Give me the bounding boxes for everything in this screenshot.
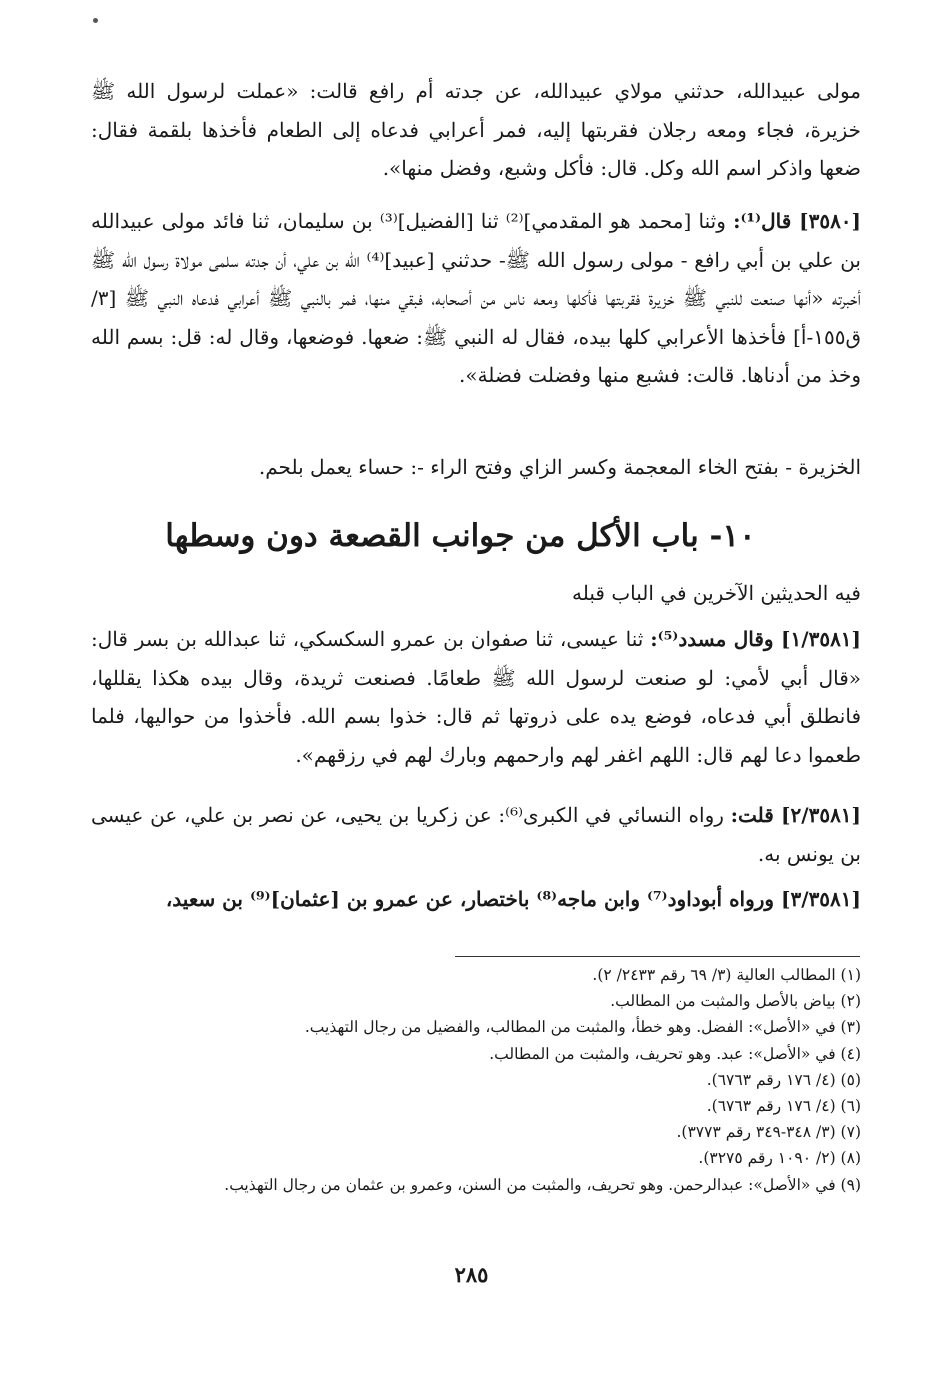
hadith-number: [٢/٣٥٨١] قلت: (730, 803, 862, 827)
chapter-title: ١٠- باب الأكل من جوانب القصعة دون وسطها (165, 518, 756, 554)
gloss-text: الخزيرة - بفتح الخاء المعجمة وكسر الزاي وفتح الراء -: حساء يعمل بلحم. (258, 455, 861, 479)
gloss-note (91, 448, 861, 487)
paragraph-continuation (91, 72, 861, 188)
hadith-text: [٣/٣٥٨١] ورواه أبوداود⁽⁷⁾ وابن ماجه⁽⁸⁾ باختصار، عن عمرو بن [عثمان]⁽⁹⁾ بن سعيد، (165, 887, 861, 911)
footnote-8: (٨) (٢/ ١٠٩٠ رقم ٣٢٧٥). (698, 1149, 861, 1168)
hadith-text: وثنا [محمد هو المقدمي]⁽²⁾ ثنا [الفضيل]⁽³⁾ بن سليمان، ثنا فائد مولى عبيدالله بن علي بن أبي رافع - مولى رسول الله ﷺ- حدثني [عبيد]⁽⁴⁾ الله بن علي، أن جدته سلمى مولاة رسول الله ﷺ أخبرته «أنها صنعت للنبي ﷺ خزيرة فقربتها فأكلها ومعه ناس من أصحابه، فبقي منها، فمر بالنبي ﷺ أعرابي فدعاه النبي ﷺ [٣/ق١٥٥-أ] فأخذها الأعرابي كلها بيده، فقال له النبي ﷺ: ضعها. فوضعها، وقال له: قل: بسم الله وخذ من أدناها. قالت: فشبع منها وفضلت فضلة». (91, 209, 861, 387)
footnote-5: (٥) (٤/ ١٧٦ رقم ٦٧٦٣). (706, 1070, 861, 1089)
hadith-3581-2 (91, 796, 861, 873)
hadith-3581-1 (91, 620, 861, 774)
footnote-9: (٩) في «الأصل»: عبدالرحمن. وهو تحريف، والمثبت من السنن، وعمرو بن عثمان من رجال التهذيب. (224, 1175, 861, 1194)
footnote-3: (٣) في «الأصل»: الفضل. وهو خطأ، والمثبت من المطالب، والفضيل من رجال التهذيب. (304, 1018, 861, 1037)
footnote-2: (٢) بياض بالأصل والمثبت من المطالب. (610, 992, 861, 1011)
page-number: ٢٨٥ (454, 1262, 489, 1287)
hadith-text: رواه النسائي في الكبرى⁽⁶⁾: عن زكريا بن يحيى، عن نصر بن علي، عن عيسى بن يونس به. (91, 803, 861, 866)
hadith-number: [١/٣٥٨١] وقال مسدد⁽⁵⁾: (650, 627, 862, 651)
corner-mark (93, 18, 98, 23)
footnote-1: (١) المطالب العالية (٣/ ٦٩ رقم ٢٤٣٣/ ٢). (592, 966, 861, 984)
footnotes (91, 962, 861, 1198)
hadith-3581-3 (91, 880, 861, 919)
hadith-text: ثنا عيسى، ثنا صفوان بن عمرو السكسكي، ثنا عبدالله بن بسر قال: «قال أبي لأمي: لو صنعت لرسول الله ﷺ طعامًا. فصنعت ثريدة، وقال بيده هكذا يقللها، فانطلق أبي فدعاه، فوضع يده على ذروتها ثم قال: خذوا بسم الله. فأخذوا من حواليها، فلما طعموا دعا لهم قال: اللهم اغفر لهم وارحمهم وبارك لهم في رزقهم». (91, 627, 861, 767)
hadith-3580 (91, 202, 861, 395)
footnote-divider (455, 956, 860, 957)
footnote-7: (٧) (٣/ ٣٤٨-٣٤٩ رقم ٣٧٧٣). (676, 1123, 861, 1142)
chapter-intro-text: فيه الحديثين الآخرين في الباب قبله (572, 581, 861, 605)
footnote-4: (٤) في «الأصل»: عبد. وهو تحريف، والمثبت من المطالب. (489, 1044, 861, 1063)
paragraph-text: مولى عبيدالله، حدثني مولاي عبيدالله، عن جدته أم رافع قالت: «عملت لرسول الله ﷺ خزيرة، فجاء ومعه رجلان فقربتها إليه، فمر أعرابي فدعاه إلى الطعام فأخذها بلقمة فقال: ضعها واذكر اسم الله وكل. قال: فأكل وشبع، وفضل منها». (91, 79, 861, 180)
chapter-intro (91, 574, 861, 613)
footnote-6: (٦) (٤/ ١٧٦ رقم ٦٧٦٣). (706, 1097, 861, 1116)
hadith-number: [٣٥٨٠] قال⁽¹⁾: (733, 209, 862, 233)
